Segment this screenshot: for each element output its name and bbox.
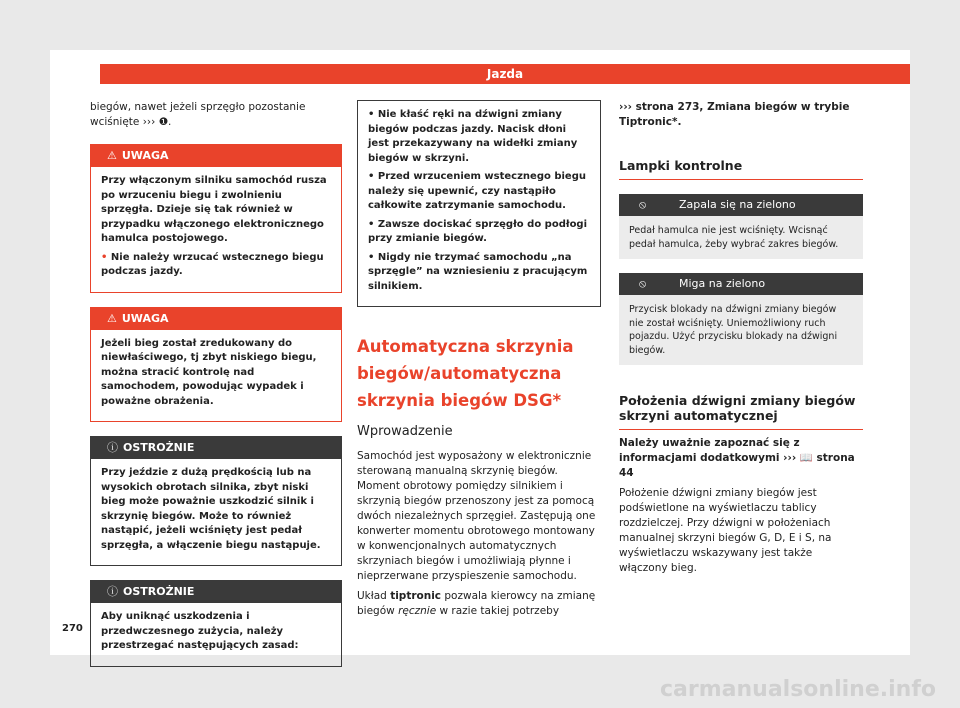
warning-text: Jeżeli bieg został zredukowany do niewłaściwego, tj zbyt niskiego biegu, można stracić kontrolę nad samochodem, powodując wypadek i poważne obrażenia. — [101, 337, 317, 407]
caution-box-1 — [90, 436, 342, 566]
page-number: 270 — [62, 623, 83, 634]
document-page — [50, 50, 910, 655]
caution-bullet: Przed wrzuceniem wstecznego biegu należy się upewnić, czy nastąpiło całkowite zatrzymanie samochodu. — [368, 171, 586, 211]
indicator-lamp-2 — [619, 273, 863, 365]
caution-title: OSTROŻNIE — [123, 585, 195, 598]
caution-text: Przy jeździe z dużą prędkością lub na wysokich obrotach silnika, zbyt niski bieg może poważnie uszkodzić silnik i skrzynię biegów. Może to również nastąpić, jeżeli wciśnięty jest pedał sprzęgła, a włączenie biegu nastąpuje. — [101, 467, 321, 551]
warning-bullet: Nie należy wrzucać wstecznego biegu podczas jazdy. — [101, 251, 324, 277]
info-icon: ⓘ — [107, 585, 118, 598]
intro-text: biegów, nawet jeżeli sprzęgło pozostanie wciśnięte ››› ❶. — [90, 101, 306, 128]
section-heading-lever: Położenia dźwigni zmiany biegów skrzyni automatycznej — [619, 393, 863, 430]
caution-bullet: Zawsze dociskać sprzęgło do podłogi przy zmianie biegów. — [368, 218, 588, 244]
indicator-lamp-1 — [619, 194, 863, 259]
note-text: Należy uważnie zapoznać się z informacjami dodatkowymi ››› 📖 strona 44 — [619, 437, 855, 479]
cross-reference-link[interactable]: ››› strona 273, Zmiana biegów w trybie Tiptronic*. — [619, 101, 850, 128]
lamp-title: Miga na zielono — [679, 277, 766, 290]
caution-box-continued: • Nie kłaść ręki na dźwigni zmiany biegów podczas jazdy. Nacisk dłoni jest przekazywany na widełki zmiany biegów w skrzyni. • Przed wrzuceniem wstecznego biegu należy się upewnić, czy nastąpiło całkowite zatrzymanie samochodu. • Zawsze dociskać sprzęgło do podłogi przy zmianie biegów. • Nigdy nie trzymać samochodu „na sprzęgle” na wzniesieniu z pracującym silnikiem. — [357, 100, 601, 307]
brake-pedal-icon: ⦸ — [639, 277, 647, 290]
lamp-title: Zapala się na zielono — [679, 198, 796, 211]
body-paragraph: Położenie dźwigni zmiany biegów jest podświetlone na wyświetlaczu tablicy rozdzielczej. Przy dźwigni w położeniach manualnej skrzyni biegów G, D, E i S, na wyświetlaczu wskazywany jest także włączony bieg. — [619, 487, 832, 574]
lamp-description: Pedał hamulca nie jest wciśnięty. Wcisnąć pedał hamulca, żeby wybrać zakres biegów. — [619, 216, 863, 259]
warning-title: UWAGA — [121, 149, 169, 162]
body-paragraph: Samochód jest wyposażony w elektronicznie sterowaną manualną skrzynię biegów. Moment obrotowy pomiędzy silnikiem i skrzynią biegów przenoszony jest za pomocą dwóch niezależnych sprzęgieł. Zastępują one konwerter momentu obrotowego montowany w konwencjonalnych automatycznych skrzyniach biegów i umożliwiają płynne i nieprzerwane przyspieszenie samochodu. — [357, 450, 596, 582]
brake-pedal-icon: ⦸ — [639, 198, 647, 211]
info-icon: ⓘ — [107, 441, 118, 454]
warning-box-2 — [90, 307, 342, 423]
caution-title: OSTROŻNIE — [123, 441, 195, 454]
caution-bullet: Nigdy nie trzymać samochodu „na sprzęgle” na wzniesieniu z pracującym silnikiem. — [368, 251, 588, 292]
subsection-heading: Wprowadzenie — [357, 424, 453, 439]
caution-bullet: Nie kłaść ręki na dźwigni zmiany biegów podczas jazdy. Nacisk dłoni jest przekazywany na widełki zmiany biegów w skrzyni. — [368, 109, 578, 164]
warning-icon: ⚠ — [107, 149, 117, 162]
column-3 — [619, 100, 863, 581]
column-1 — [90, 100, 342, 667]
warning-title: UWAGA — [121, 311, 169, 325]
column-2 — [357, 100, 601, 624]
watermark: carmanualsonline.info — [660, 677, 936, 702]
section-heading-lamps: Lampki kontrolne — [619, 158, 863, 180]
caution-text: Aby uniknąć uszkodzenia i przedwczesnego zużycia, należy przestrzegać następujących zasad: — [101, 611, 299, 651]
bullet-icon: • — [101, 251, 108, 263]
body-paragraph: Układ tiptronic pozwala kierowcy na zmianę biegów ręcznie w razie takiej potrzeby — [357, 590, 596, 617]
lamp-description: Przycisk blokady na dźwigni zmiany biegów nie został wciśnięty. Uniemożliwiony ruch pojazdu. Użyć przycisku blokady na dźwigni biegów. — [619, 295, 863, 365]
warning-icon: ⚠ — [107, 311, 117, 325]
caution-box-2 — [90, 580, 342, 667]
warning-box-1 — [90, 144, 342, 293]
chapter-header: Jazda — [100, 64, 910, 84]
section-heading: Automatyczna skrzynia biegów/automatyczna skrzynia biegów DSG* — [357, 337, 574, 410]
warning-text: Przy włączonym silniku samochód rusza po wrzuceniu biegu i zwolnieniu sprzęgła. Dzieje się tak również w przypadku włączonego elektronicznego hamulca postojowego. — [101, 175, 327, 244]
